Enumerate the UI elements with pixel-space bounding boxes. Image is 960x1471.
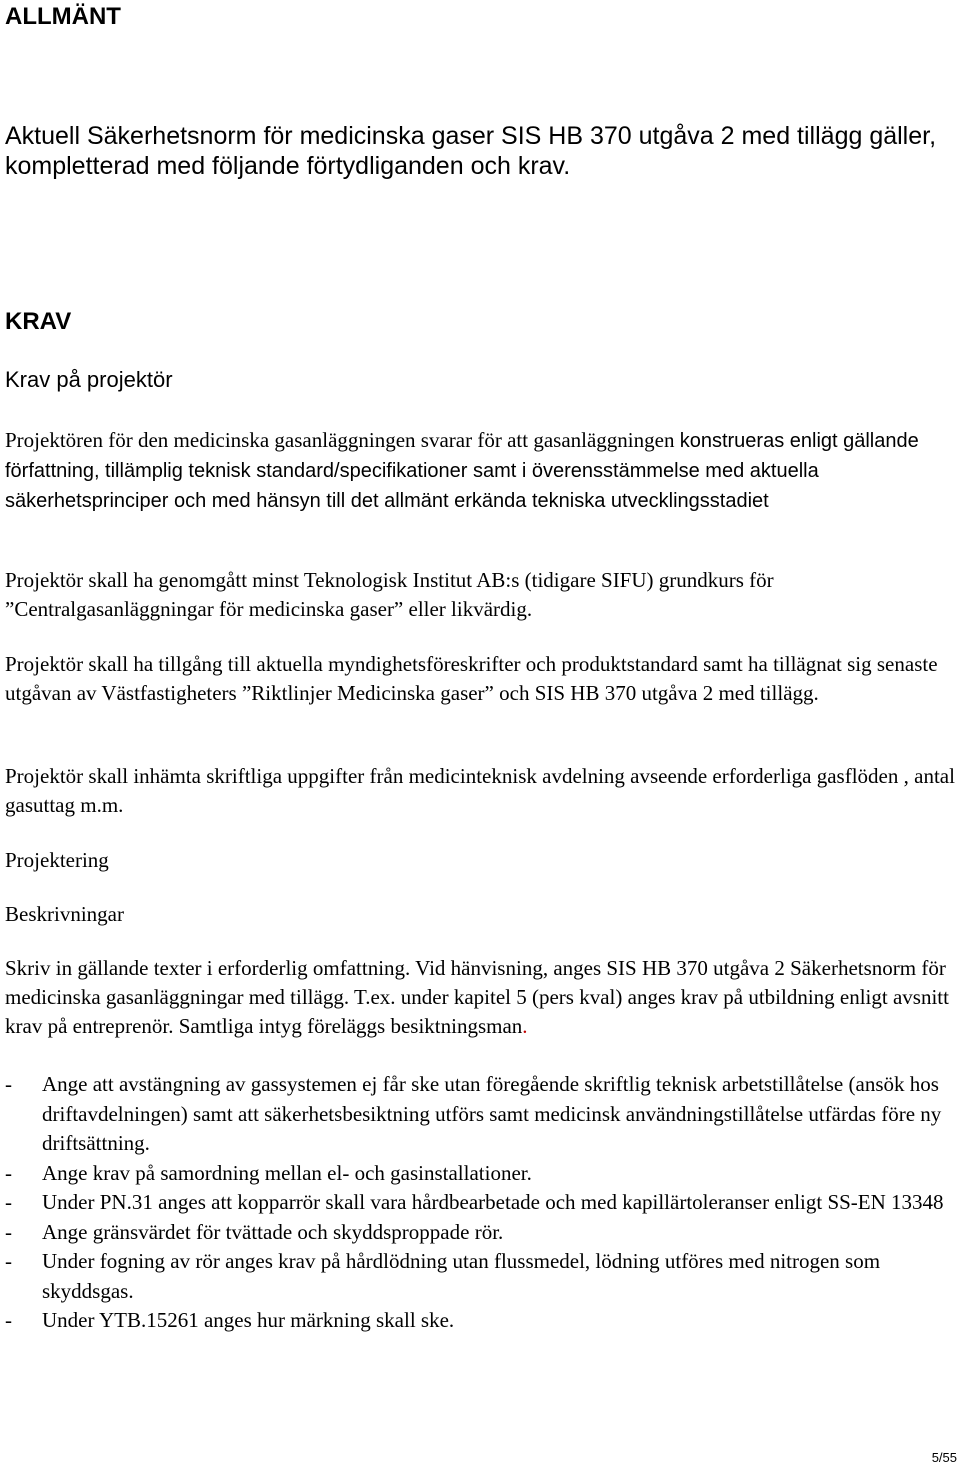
requirements-bullet-list: [5, 1070, 955, 1336]
paragraph-projektoren-ansvar: [5, 426, 955, 516]
subheading-krav-pa-projektor: Krav på projektör: [5, 367, 173, 392]
section-heading-allmant: ALLMÄNT: [5, 3, 121, 30]
paragraph-5-text: Skriv in gällande texter i erforderlig omfattning. Vid hänvisning, anges SIS HB 370 utgåva 2 Säkerhetsnorm för medicinska gasanläggningar med tillägg. T.ex. under kapitel 5 (pers kval) anges krav på utbildning enligt avsnitt krav på entreprenör. Samtliga intyg föreläggs besiktningsman: [5, 956, 949, 1038]
list-item: [5, 1306, 955, 1336]
list-item-text: Under YTB.15261 anges hur märkning skall ske.: [42, 1308, 455, 1332]
bullet-dash: -: [5, 1072, 12, 1096]
paragraph-projektor-uppgifter: Projektör skall inhämta skriftliga uppgifter från medicinteknisk avdelning avseende erforderliga gasflöden , antal gasuttag m.m.: [5, 764, 955, 817]
list-item-text: Under fogning av rör anges krav på hårdlödning utan flussmedel, lödning utföres med nitrogen som skyddsgas.: [42, 1249, 881, 1303]
bullet-dash: -: [5, 1190, 12, 1214]
paragraph-1-part-a: Projektören för den medicinska gasanläggningen svarar för att gasanläggningen: [5, 428, 680, 452]
list-item: [5, 1159, 955, 1189]
list-item: [5, 1188, 955, 1218]
bullet-dash: -: [5, 1219, 12, 1244]
list-item-text: Ange att avstängning av gassystemen ej får ske utan föregående skriftlig teknisk arbetstillåtelse (ansök hos driftavdelningen) samt att säkerhetsbesiktning utförs samt medicinsk användningstillåtelse utfärdas före ny driftsättning.: [42, 1072, 942, 1155]
paragraph-5-red-period: .: [522, 1014, 528, 1038]
heading-projektering: Projektering: [5, 848, 109, 872]
list-item-text: Ange gränsvärdet för tvättade och skyddsproppade rör.: [42, 1219, 504, 1244]
list-item: [5, 1247, 955, 1306]
heading-beskrivningar: Beskrivningar: [5, 902, 124, 926]
list-item-text: Under PN.31 anges att kopparrör skall vara hårdbearbetade och med kapillärtoleranser enligt SS-EN 13348: [42, 1190, 944, 1214]
paragraph-projektor-foreskrifter: Projektör skall ha tillgång till aktuella myndighetsföreskrifter och produktstandard samt ha tillägnat sig senaste utgåvan av Västfastigheters ”Riktlinjer Medicinska gaser” och SIS HB 370 utgåva 2 med tillägg.: [5, 652, 938, 705]
bullet-dash: -: [5, 1160, 12, 1185]
paragraph-projektor-kurs: Projektör skall ha genomgått minst Teknologisk Institut AB:s (tidigare SIFU) grundkurs för ”Centralgasanläggningar för medicinska gaser” eller likvärdig.: [5, 568, 774, 621]
section-heading-krav: KRAV: [5, 308, 72, 335]
list-item: [5, 1218, 955, 1248]
page-number: 5/55: [931, 1450, 957, 1465]
paragraph-1-part-b: konstrueras enligt gällande författning, tillämplig teknisk standard/specifikationer samt i överensstämmelse med aktuella säkerhetsprinciper och med hänsyn till det allmänt erkända tekniska utvecklingsstadiet: [5, 430, 919, 512]
bullet-dash: -: [5, 1308, 12, 1332]
list-item-text: Ange krav på samordning mellan el- och gasinstallationer.: [42, 1160, 532, 1185]
intro-paragraph: Aktuell Säkerhetsnorm för medicinska gaser SIS HB 370 utgåva 2 med tillägg gäller, kompletterad med följande förtydliganden och krav.: [5, 122, 937, 180]
list-item: [5, 1070, 955, 1159]
paragraph-beskrivningar-instruktion: [5, 954, 955, 1041]
bullet-dash: -: [5, 1249, 12, 1273]
